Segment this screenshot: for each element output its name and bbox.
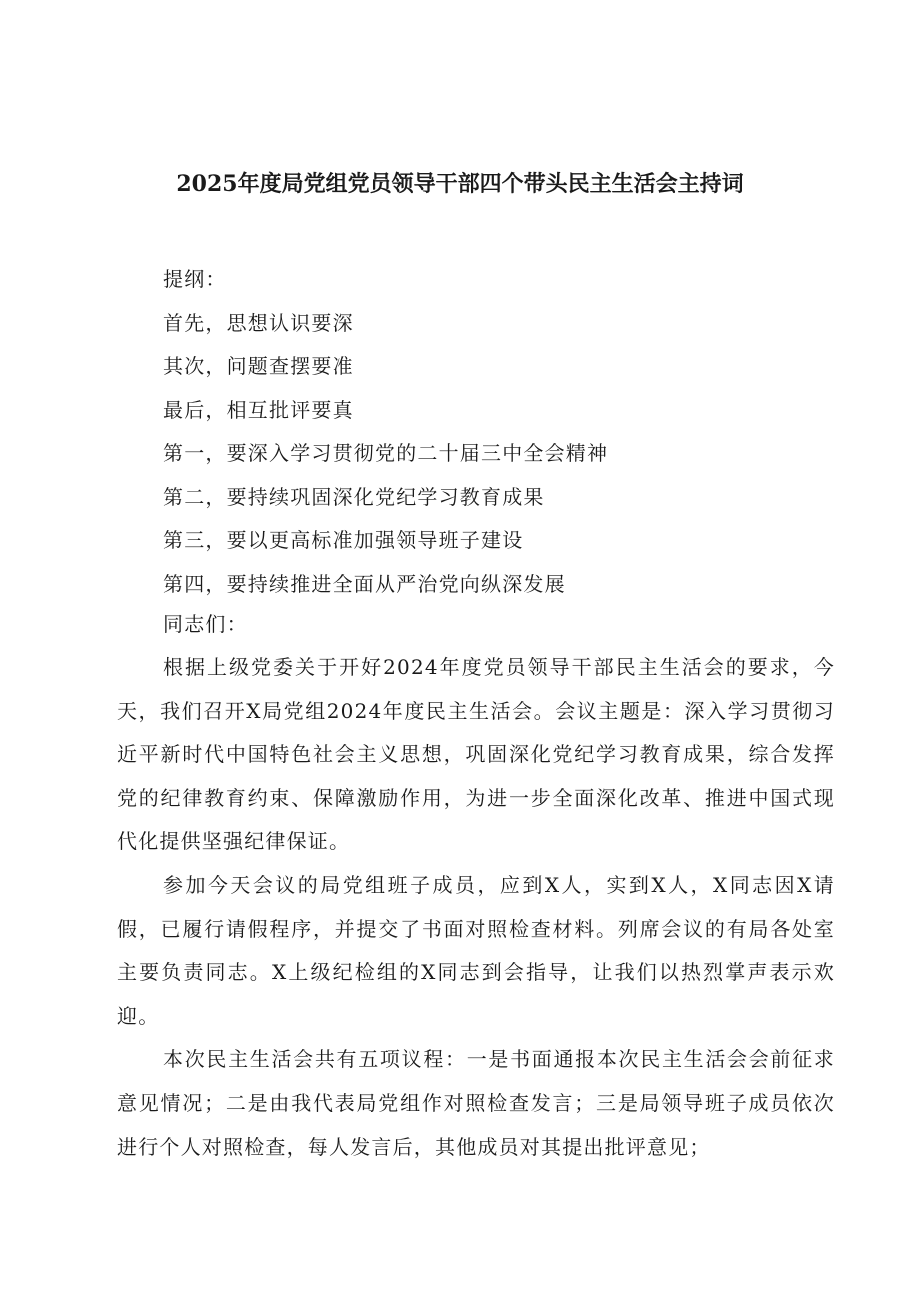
- outline-item: 首先，思想认识要深: [163, 310, 354, 335]
- outline-item: 其次，问题查摆要准: [163, 354, 354, 378]
- paragraph: 根据上级党委关于开好2024年度党员领导干部民主生活会的要求，今天，我们召开X局党组2024年度民主生活会。会议主题是：深入学习贯彻习近平新时代中国特色社会主义思想，巩固深化党纪学习教育成果，综合发挥党的纪律教育约束、保障激励作用，为进一步全面深化改革、推进中国式现代化提供坚强纪律保证。: [117, 655, 835, 854]
- outline-heading: 提纲：: [163, 267, 227, 291]
- outline-item: 第三，要以更高标准加强领导班子建设: [163, 528, 524, 552]
- outline-item: 第四，要持续推进全面从严治党向纵深发展: [163, 571, 566, 596]
- outline-item: 第一，要深入学习贯彻党的二十届三中全会精神: [163, 441, 609, 465]
- paragraph: 本次民主生活会共有五项议程：一是书面通报本次民主生活会会前征求意见情况；二是由我代表局党组作对照检查发言；三是局领导班子成员依次进行个人对照检查，每人发言后，其他成员对其提出批评意见；: [117, 1047, 835, 1159]
- document-title: 2025年度局党组党员领导干部四个带头民主生活会主持词: [176, 171, 744, 197]
- greeting: 同志们：: [163, 612, 248, 636]
- paragraph: 参加今天会议的局党组班子成员，应到X人，实到X人，X同志因X请假，已履行请假程序，并提交了书面对照检查材料。列席会议的有局各处室主要负责同志。X上级纪检组的X同志到会指导，让我们以热烈掌声表示欢迎。: [117, 872, 835, 1028]
- outline-list: [163, 258, 863, 606]
- body-text: [117, 646, 835, 1169]
- outline-item: 第二，要持续巩固深化党纪学习教育成果: [163, 484, 545, 509]
- outline-item: 最后，相互批评要真: [163, 397, 354, 422]
